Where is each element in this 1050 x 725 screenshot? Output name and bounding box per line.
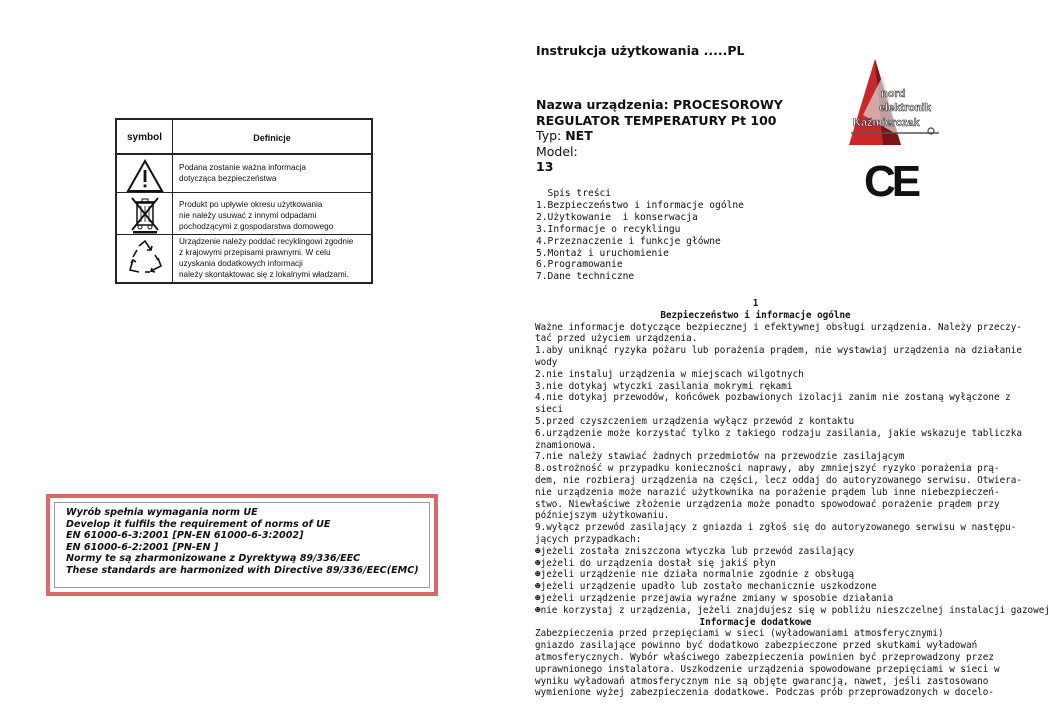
section-heading: Bezpieczeństwo i informacje ogólne [660,309,851,321]
ce-mark: CE [864,157,918,206]
text-line: znamionowa. [535,439,597,451]
device-name-2: REGULATOR TEMPERATURY Pt 100 [536,112,777,128]
text-line: wody [535,356,558,368]
text-line: 4.nie dotykaj przewodów, końcówek pozbawionych izolacji zanim nie zostaną wyłączone z [535,392,1011,404]
text-line: późniejszym użytkowaniu. [535,510,670,522]
text-line: 1.aby uniknąć ryzyka pożaru lub porażenia prądem, nie wystawiaj urządzenia na działanie [535,345,1022,357]
toc-item: 5.Montaż i uruchomienie [536,247,669,259]
norms-line: Develop it fulfils the requirement of norms of UE [66,518,331,530]
norms-line: Wyrób spełnia wymagania norm UE [66,507,258,518]
text-line: sieci [535,404,563,416]
device-model-value: 13 [536,159,554,174]
text-line: 6.urządzenie może korzystać tylko z takiego rodzaju zasilania, jakie wskazuje tabliczka [535,427,1022,439]
text-line: 7.nie należy stawiać żadnych przedmiotów na przewodzie zasilającym [535,451,905,463]
text-line: Zabezpieczenia przed przepięciami w sieci (wyładowaniami atmosferycznymi) [535,628,944,640]
additional-heading: Informacje dodatkowe [699,616,812,628]
toc-item: 6.Programowanie [536,259,623,271]
text-line: uprawnionego instalatora. Uszkodzenie urządzenia spowodowane przepięciami w sieci w [535,663,1000,675]
page-title: Instrukcja użytkowania .....PL [536,43,745,58]
disposal-definition: Produkt po upływie okresu użytkowania nie należy usuwać z innymi odpadami pochodzącymi z gospodarstwa domowego [179,200,334,231]
norms-box [46,494,438,596]
toc-item: 1.Bezpieczeństwo i informacje ogólne [536,199,744,211]
text-line: jących przypadkach: [535,533,642,545]
toc-heading: Spis treści [536,188,612,199]
text-line: dem, nie rozbieraj urządzenia na części, lecz oddaj do autoryzowanego serwisu. Otwiera- [535,474,1022,486]
table-of-contents [536,188,744,283]
toc-item: 3.Informacje o recyklingu [536,223,681,235]
warning-definition: Podana zostanie ważna informacja dotycząca bezpieczeństwa [179,163,306,183]
text-line: Ważne informacje dotyczące bezpiecznej i efektywnej obsługi urządzenia. Należy przeczy- [535,321,1022,333]
device-type: Typ: NET [536,128,593,143]
text-line: ☻nie korzystaj z urządzenia, jeżeli znajdujesz się w pobliżu nieszczelnej instalacji gazowej [535,604,1050,616]
definition-column-header: Definicje [253,133,291,143]
text-line: gniazdo zasilające powinno być dodatkowo zabezpieczone przed skutkami wyładowań [535,640,978,652]
recycling-definition: Urządzenie należy poddać recyklingowi zgodnie z krajowymi przepisami prawnymi. W celu uzyskania dodatkowych informacji należy skontaktowac się z lokalnymi władzami. [179,237,354,279]
text-line: wymienione wyżej zabezpieczenia dodatkowe. Podczas prób przeprowadzonych w docelo- [535,687,994,699]
svg-text:Kaźmierczak: Kaźmierczak [853,117,920,129]
text-line: atmosferycznych. Wybór właściwego zabezpieczenia powinien być przeprowadzony przez [535,651,994,663]
svg-text:nord: nord [881,88,906,100]
text-line: nie urządzenia może narazić użytkownika na porażenie prądem lub inne niebezpieczeń- [535,486,1000,498]
recycling-icon [125,238,165,278]
text-line: tać przed użyciem urządzenia. [535,333,698,345]
norms-line: EN 61000-6-3:2001 [PN-EN 61000-6-3:2002] [66,530,304,542]
text-line: 9.wyłącz przewód zasilający z gniazda i zgłoś się do autoryzowanego serwisu w następu- [535,522,1017,534]
device-info [536,97,783,175]
text-line: 3.nie dotykaj wtyczki zasilania mokrymi rękami [535,380,793,392]
text-line: wyniku wyładowań atmosferycznym nie są objęte gwarancją, nawet, jeśli zastosowano [535,675,989,687]
company-logo [843,55,943,155]
section-number: 1 [752,298,759,309]
crossed-bin-icon [125,194,165,234]
toc-item: 4.Przeznaczenie i funkcje główne [536,235,721,247]
toc-item: 2.Użytkowanie i konserwacja [536,211,698,223]
text-line: ☻jeżeli została zniszczona wtyczka lub przewód zasilający [535,545,855,557]
symbol-column-header: symbol [126,132,162,143]
svg-text:elektronik: elektronik [879,102,931,114]
text-line: 8.ostrożność w przypadku konieczności naprawy, aby zmniejszyć ryzyko porażenia prą- [535,463,1000,475]
device-model-label: Model: [536,143,578,159]
text-line: stwo. Niewłaściwe złożenie urządzenia może ponadto spowodować porażenie prądem przy [535,498,1000,510]
text-line: ☻jeżeli do urządzenia dostał się jakiś płyn [535,557,776,569]
toc-item: 7.Dane techniczne [536,271,635,283]
text-line: 5.przed czyszczeniem urządzenia wyłącz przewód z kontaktu [535,415,855,427]
text-line: 2.nie instaluj urządzenia w miejscach wilgotnych [535,368,804,380]
section-1 [535,298,1050,699]
device-name: Nazwa urządzenia: PROCESOROWY [536,97,783,112]
text-line: ☻jeżeli urządzenie nie działa normalnie zgodnie z obsługą [535,569,855,581]
norms-line: These standards are harmonized with Directive 89/336/EEC(EMC) [66,564,419,576]
norms-line: EN 61000-6-2:2001 [PN-EN ] [66,541,219,553]
symbol-table [115,118,373,284]
norms-line: Normy te są zharmonizowane z Dyrektywą 89/336/EEC [66,553,361,565]
warning-triangle-icon [125,156,165,196]
text-line: ☻jeżeli urządzenie upadło lub zostało mechanicznie uszkodzone [535,581,877,593]
text-line: ☻jeżeli urządzenie przejawia wyraźne zmiany w sposobie działania [535,592,894,604]
